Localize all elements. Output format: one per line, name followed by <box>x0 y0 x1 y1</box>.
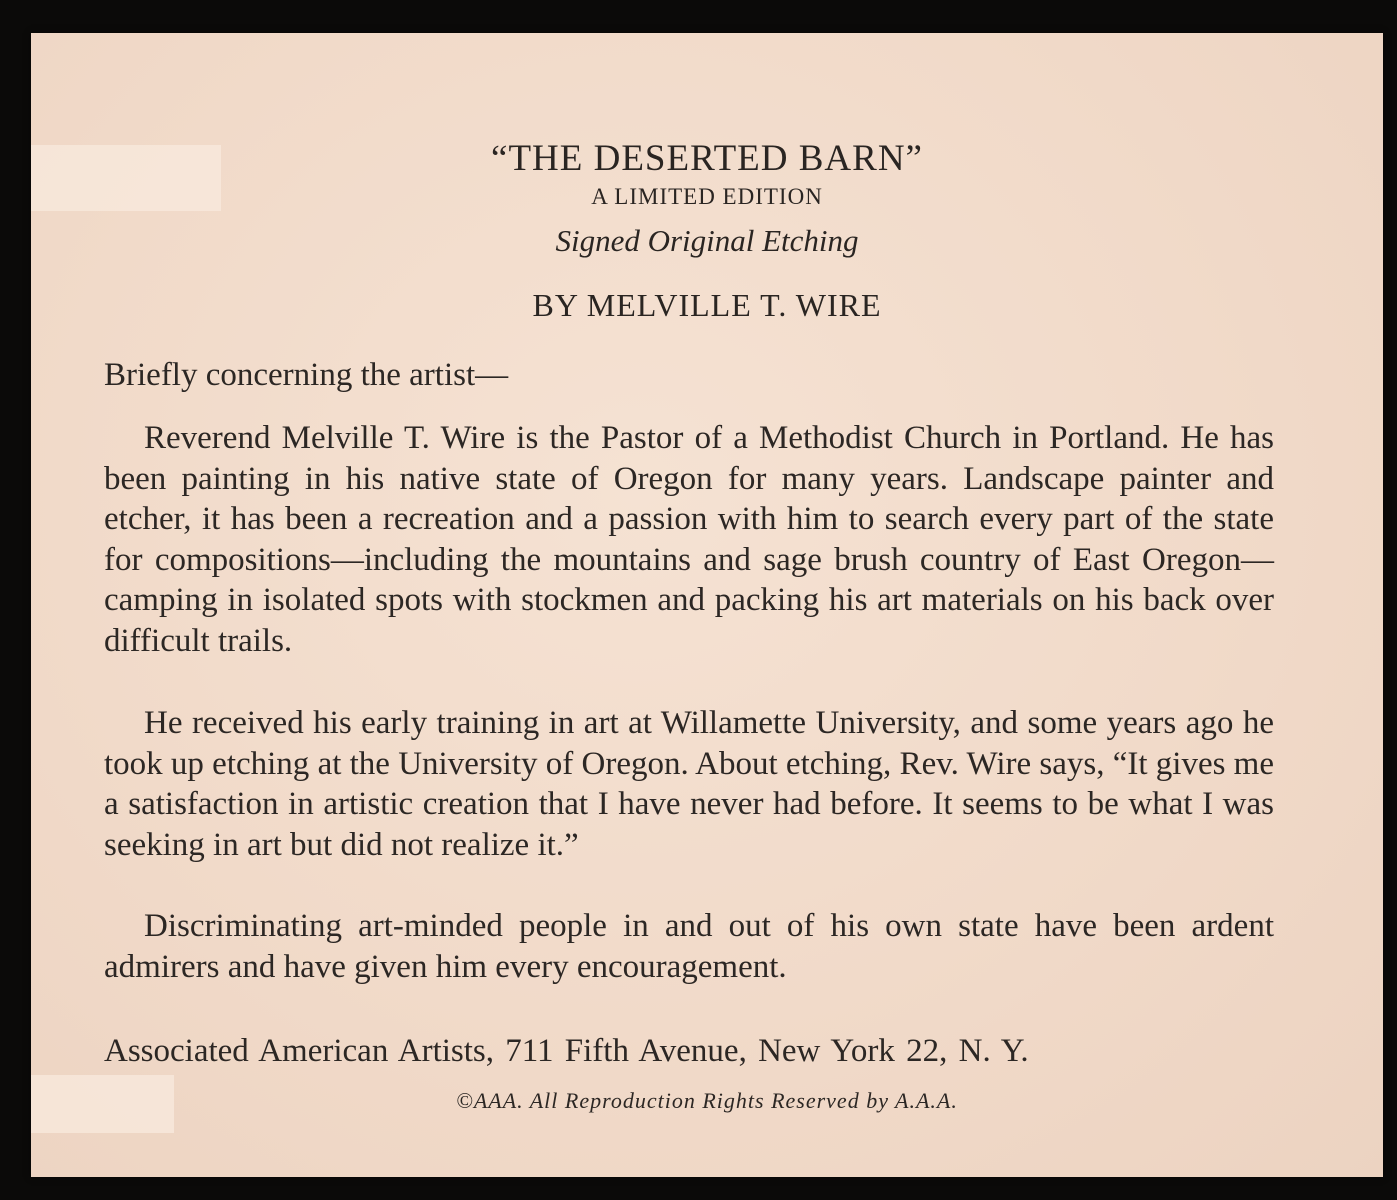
card-title: “THE DESERTED BARN” <box>491 138 923 179</box>
copyright-notice: ©AAA. All Reproduction Rights Reserved by A.A.A. <box>456 1088 958 1113</box>
paragraph-artist-bio: Reverend Melville T. Wire is the Pastor of a Methodist Church in Portland. He has been painting in his native state of Oregon for many years. Landscape painter and etcher, it has been a recreation and a passion with him to search every part of the state for compositions—including the mountains and sage brush country of East Oregon—camping in isolated spots with stockmen and packing his art materials on his back over difficult trails. <box>104 420 1274 659</box>
card-subtitle: A LIMITED EDITION <box>591 184 823 209</box>
paragraph-training: He received his early training in art at Willamette University, and some years ago he took up etching at the University of Oregon. About etching, Rev. Wire says, “It gives me a satisfaction in artistic creation that I have never had before. It seems to be what I was seeking in art but did not realize it.” <box>104 705 1274 863</box>
publisher-address: Associated American Artists, 711 Fifth Avenue, New York 22, N. Y. <box>104 1033 1029 1069</box>
intro-line: Briefly concerning the artist— <box>104 357 509 393</box>
author-line: BY MELVILLE T. WIRE <box>532 287 882 323</box>
edition-type: Signed Original Etching <box>555 223 859 258</box>
etching-info-card <box>31 33 1383 1177</box>
paragraph-admirers: Discriminating art-minded people in and out of his own state have been ardent admirers and have given him every encouragement. <box>104 908 1274 985</box>
